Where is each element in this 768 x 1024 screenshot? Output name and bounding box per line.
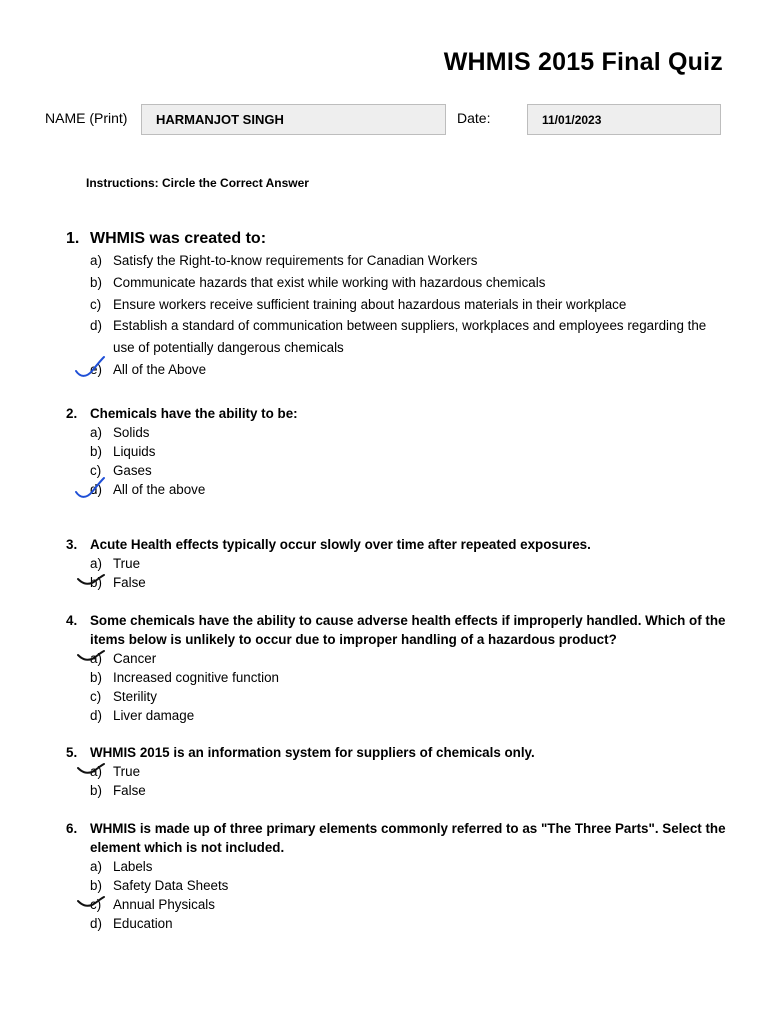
question-text: WHMIS was created to: — [90, 230, 267, 247]
option-text: All of the above — [113, 482, 206, 497]
question-text: WHMIS 2015 is an information system for suppliers of chemicals only. — [90, 745, 535, 760]
option-letter: e) — [90, 361, 102, 377]
answer-option[interactable] — [66, 423, 726, 442]
option-text: Gases — [113, 463, 152, 478]
page-title: WHMIS 2015 Final Quiz — [443, 48, 723, 76]
option-letter: d) — [90, 916, 102, 931]
option-text: Ensure workers receive sufficient training about hazardous materials in their workplace — [113, 296, 627, 312]
date-label: Date: — [457, 110, 491, 126]
option-text: Education — [113, 916, 173, 931]
name-label: NAME (Print) — [45, 110, 128, 126]
handwritten-checkmark-icon — [72, 476, 106, 502]
option-text: Liver damage — [113, 708, 195, 723]
option-text: Solids — [113, 425, 150, 440]
option-text: False — [113, 783, 146, 798]
option-letter: a) — [90, 556, 102, 571]
option-text: False — [113, 575, 146, 590]
option-letter: a) — [90, 651, 102, 666]
option-letter: d) — [90, 708, 102, 723]
option-letter: d) — [90, 482, 102, 497]
question-number: 3. — [66, 537, 78, 552]
question-number: 1. — [66, 230, 80, 247]
question-6 — [66, 819, 726, 933]
option-text: Establish a standard of communication between suppliers, workplaces and employees regarding the use of potentially dangerous chemicals — [113, 318, 707, 356]
answer-option[interactable] — [66, 857, 726, 876]
answer-option[interactable] — [66, 762, 726, 781]
question-3 — [66, 535, 726, 592]
option-letter: a) — [90, 425, 102, 440]
instructions: Instructions: Circle the Correct Answer — [86, 176, 309, 190]
question-header — [66, 228, 726, 250]
answer-option[interactable] — [66, 315, 726, 359]
name-value: HARMANJOT SINGH — [156, 112, 284, 127]
handwritten-checkmark-icon — [72, 355, 106, 381]
question-header — [66, 535, 726, 554]
date-value: 11/01/2023 — [542, 112, 602, 127]
option-text: Increased cognitive function — [113, 670, 279, 685]
question-header — [66, 819, 726, 857]
option-text: All of the Above — [113, 361, 207, 377]
option-text: Annual Physicals — [113, 897, 215, 912]
option-text: True — [113, 556, 141, 571]
question-text: Acute Health effects typically occur slowly over time after repeated exposures. — [90, 537, 591, 552]
answer-option[interactable] — [66, 668, 726, 687]
answer-option[interactable] — [66, 554, 726, 573]
answer-option[interactable] — [66, 914, 726, 933]
question-number: 6. — [66, 821, 78, 836]
option-letter: b) — [90, 444, 102, 459]
option-letter: a) — [90, 764, 102, 779]
option-text: Labels — [113, 859, 153, 874]
option-text: Liquids — [113, 444, 156, 459]
option-letter: a) — [90, 253, 102, 268]
answer-option[interactable] — [66, 359, 726, 381]
question-header — [66, 611, 726, 649]
question-header — [66, 404, 726, 423]
option-letter: d) — [90, 318, 102, 334]
answer-option[interactable] — [66, 573, 726, 592]
option-text: Sterility — [113, 689, 157, 704]
option-letter: b) — [90, 575, 102, 590]
name-field[interactable] — [141, 104, 446, 135]
answer-option[interactable] — [66, 294, 726, 316]
option-text: Satisfy the Right-to-know requirements for Canadian Workers — [113, 253, 478, 268]
answer-option[interactable] — [66, 649, 726, 668]
option-text: Safety Data Sheets — [113, 878, 229, 893]
question-1 — [66, 228, 726, 381]
question-number: 5. — [66, 745, 78, 760]
option-text: True — [113, 764, 141, 779]
answer-option[interactable] — [66, 687, 726, 706]
question-text: Chemicals have the ability to be: — [90, 406, 298, 421]
question-number: 2. — [66, 406, 78, 421]
option-text: Communicate hazards that exist while working with hazardous chemicals — [113, 274, 546, 290]
option-letter: b) — [90, 670, 102, 685]
answer-option[interactable] — [66, 272, 726, 294]
option-letter: b) — [90, 783, 102, 798]
question-number: 4. — [66, 613, 78, 628]
option-letter: b) — [90, 274, 102, 290]
answer-option[interactable] — [66, 895, 726, 914]
question-text: Some chemicals have the ability to cause adverse health effects if improperly handled. Which of the items below is unlikely to occur due to improper handling of a hazardous product? — [90, 613, 726, 647]
option-letter: c) — [90, 463, 102, 478]
answer-option[interactable] — [66, 461, 726, 480]
option-letter: a) — [90, 859, 102, 874]
option-letter: b) — [90, 878, 102, 893]
option-text: Cancer — [113, 651, 157, 666]
answer-option[interactable] — [66, 250, 726, 272]
question-text: WHMIS is made up of three primary elements commonly referred to as "The Three Parts". Select the element which is not included. — [90, 821, 726, 855]
option-letter: c) — [90, 897, 102, 912]
answer-option[interactable] — [66, 442, 726, 461]
answer-option[interactable] — [66, 480, 726, 499]
question-2 — [66, 404, 726, 499]
answer-option[interactable] — [66, 876, 726, 895]
question-4 — [66, 611, 726, 725]
date-field[interactable] — [527, 104, 721, 135]
question-header — [66, 743, 726, 762]
answer-option[interactable] — [66, 781, 726, 800]
option-letter: c) — [90, 296, 102, 312]
handwritten-checkmark-icon — [72, 569, 106, 595]
question-5 — [66, 743, 726, 800]
option-letter: c) — [90, 689, 102, 704]
answer-option[interactable] — [66, 706, 726, 725]
